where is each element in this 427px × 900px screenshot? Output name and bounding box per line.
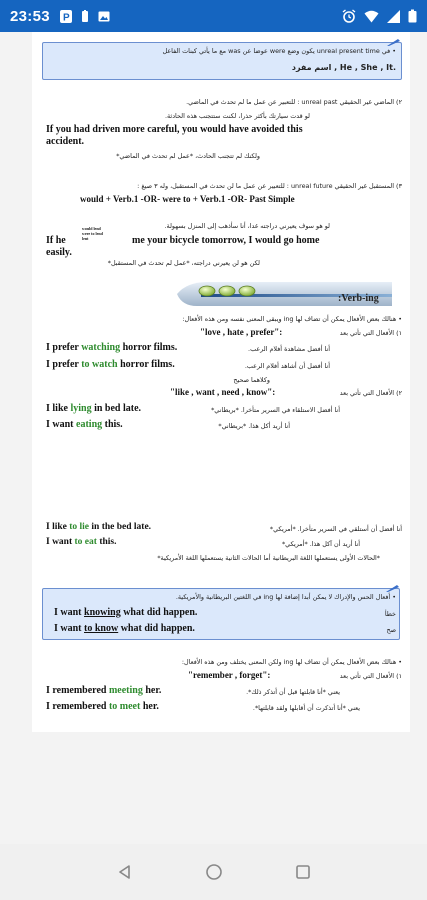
s2-line1: ٢) الماضي غير الحقيقي unreal past : للتعبير عن عمل ما لم تحدث في الماضي.	[186, 98, 402, 106]
vi-intro2: • هنالك بعض الأفعال يمكن أن تضاف لها ing ولكن المعنى يختلف ومن هذه الأفعال:	[181, 658, 402, 666]
s3-stacked-verb-3: lent	[82, 236, 89, 241]
box2-ex2: I want to know what did happen.	[54, 623, 195, 634]
vi-note: *الحالات الأولى يستعملها اللغة البريطانية أما الحالات الثانية يستعملها اللغة الأمريكية*	[157, 554, 380, 562]
vi-h2-en: "like , want , need , know":	[170, 387, 276, 397]
vi-h3-ar: ١) الأفعال التي تأتي بعد	[339, 672, 402, 680]
box1-line2: .He , She , It , اسم مفرد	[291, 63, 396, 72]
s2-line2: لو قدت سيارتك بأكثر حذرا، لكنت ستتجنب هذه الحادثة.	[164, 112, 310, 120]
box2-ex1-tag: خطأ	[384, 610, 396, 618]
s3-stacked-verbs	[82, 226, 103, 241]
box2-ex1: I want knowing what did happen.	[54, 607, 198, 618]
vi-both-correct: وكلاهما صحيح	[233, 376, 270, 384]
status-time: 23:53	[10, 7, 50, 25]
wifi-icon	[364, 10, 379, 23]
vi-h1-ar: ١) الأفعال التي تأتي بعد	[339, 329, 402, 337]
status-bar	[0, 0, 427, 32]
vi-ex3-ar: أنا أفضل الاستلقاء في السرير متأخرا. *بريطاني*	[211, 406, 340, 414]
vi-ex8-ar: يعني *أنا أتذكرت أن أقابلها ولقد قابلتها*.	[252, 704, 360, 712]
vi-ex5: I like to lie in the bed late.	[46, 522, 152, 532]
box2-ar: • أفعال الحس والإدراك لا يمكن أبدا إضافة لها ing في اللغتين البريطانية والأمريكية.	[175, 593, 396, 601]
recents-icon	[295, 864, 311, 880]
box2-ex2-tag: صح	[386, 626, 396, 634]
battery-icon	[408, 9, 417, 23]
s3-line2: لو هو سوف يعيرني دراجته غدا، أنا سأذهب إلى المنزل بسهولة.	[164, 222, 330, 230]
recents-button[interactable]	[292, 861, 314, 883]
signal-icon	[387, 10, 400, 23]
vi-ex3: I like lying in bed late.	[46, 403, 142, 414]
document-page	[32, 32, 410, 732]
alarm-icon	[342, 9, 356, 23]
s3-stacked-verb-1: would lend	[82, 226, 101, 231]
vi-ex7: I remembered meeting her.	[46, 685, 162, 696]
s2-example-en1: If you had driven more careful, you would have avoided this	[46, 124, 303, 135]
vi-ex6: I want to eat this.	[46, 537, 117, 547]
battery-saver-icon	[79, 10, 91, 23]
home-button[interactable]	[203, 861, 225, 883]
svg-text:P: P	[62, 12, 70, 23]
vi-ex6-ar: أنا أريد أن آكل هذا. *أمريكي*	[281, 540, 360, 548]
vi-ex7-ar: يعني *أنا قابلتها قبل أن أتذكر ذلك*.	[246, 688, 340, 696]
vi-ex4: I want eating this.	[46, 419, 123, 430]
vi-ex2-ar: أنا أفضل أن أشاهد أفلام الرعب.	[244, 362, 330, 370]
vi-ex1: I prefer watching horror films.	[46, 342, 178, 353]
pencil-icon	[386, 584, 400, 592]
s2-example-en2: accident.	[46, 136, 85, 147]
s3-formula: would + Verb.1 -OR- were to + Verb.1 -OR- Past Simple	[80, 194, 295, 204]
home-icon	[205, 863, 223, 881]
vi-h3-en: "remember , forget":	[188, 670, 271, 680]
s3-example-rest: me your bicycle tomorrow, I would go home	[132, 235, 320, 246]
box1-line1: • في unreal present time يكون وضع were عوضا عن was مع ما يأتي كبنات الفاعل	[162, 47, 396, 55]
vi-ex8: I remembered to meet her.	[46, 701, 159, 712]
navigation-bar	[0, 844, 427, 900]
s3-line1: ٣) المستقبل غير الحقيقي unreal future : للتعبير عن عمل ما لن تحدث في المستقبل، وله ٣ صيغ :	[137, 182, 402, 190]
banner-title: :Verb-ing	[338, 293, 379, 304]
vi-h1-en: "love , hate , prefer":	[200, 327, 283, 337]
vi-ex4-ar: أنا أريد أكل هذا. *بريطاني*	[218, 422, 290, 430]
pencil-icon	[387, 38, 401, 46]
document-viewer[interactable]	[0, 32, 427, 844]
s2-line3: ولكنك لم تتجنب الحادث، *عمل لم تحدث في الماضي*	[116, 152, 260, 160]
vi-ex2: I prefer to watch horror films.	[46, 359, 175, 370]
s3-line3: لكن هو لن يعيرني دراجته، *عمل لم تحدث في المستقبل*	[107, 259, 260, 267]
parking-icon	[60, 10, 72, 23]
s3-example-if: If he	[46, 235, 66, 246]
s3-stacked-verb-2: were to lend	[82, 231, 103, 236]
image-icon	[98, 10, 110, 23]
vi-ex1-ar: أنا أفضل مشاهدة أفلام الرعب.	[248, 345, 330, 353]
s3-example-en2: easily.	[46, 247, 72, 258]
vi-ex5-ar: أنا أفضل أن أستلقي في السرير متأخرا. *أمريكي*	[269, 525, 402, 533]
vi-h2-ar: ٢) الأفعال التي تأتي بعد	[339, 389, 402, 397]
back-button[interactable]	[114, 861, 136, 883]
vi-intro: • هنالك بعض الأفعال يمكن أن تضاف لها ing ويبقى المعنى نفسه ومن هذه الأفعال:	[182, 315, 402, 323]
back-icon	[117, 864, 133, 880]
